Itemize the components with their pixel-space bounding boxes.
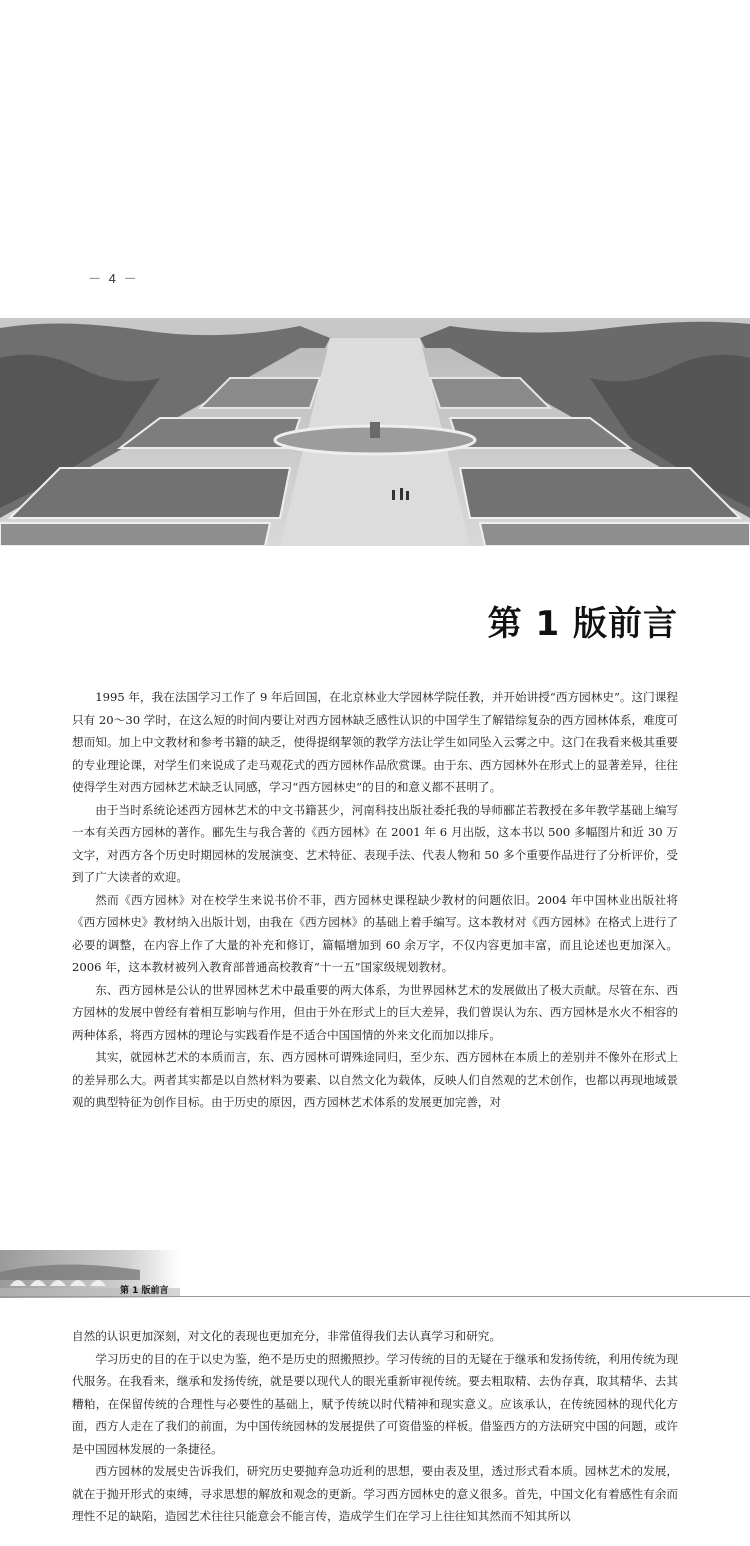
running-header — [0, 1250, 750, 1298]
paragraph: 学习历史的目的在于以史为鉴，绝不是历史的照搬照抄。学习传统的目的无疑在于继承和发扬传统，利用传统为现代服务。在我看来，继承和发扬传统，就是要以现代人的眼光重新审视传统。要去粗取精、去伪存真，取其精华、去其糟粕，在保留传统的合理性与必要性的基础上，赋予传统以时代精神和现实意义。应该承认，在传统园林的现代化方面，西方人走在了我们的前面，为中国传统园林的发展提供了可资借鉴的样板。借鉴西方的方法研究中国的问题，或许是中国园林发展的一条捷径。 — [72, 1351, 678, 1456]
paragraph: 由于当时系统论述西方园林艺术的中文书籍甚少，河南科技出版社委托我的导师郦芷若教授在多年教学基础上编写一本有关西方园林的著作。郦先生与我合著的《西方园林》在 2001 年 6 月出版，这本书以 500 多幅图片和近 30 万文字，对西方各个历史时期园林的发展演变、艺术特征、表现手法、代表人物和 50 多个重要作品进行了分析评价，受到了广大读者的欢迎。 — [72, 802, 678, 884]
body-text-upper — [72, 686, 678, 1114]
paragraph: 东、西方园林是公认的世界园林艺术中最重要的两大体系，为世界园林艺术的发展做出了极大贡献。尽管在东、西方园林的发展中曾经有着相互影响与作用，但由于外在形式上的巨大差异，我们曾误认为东、西方园林是水火不相容的两种体系，将西方园林的理论与实践看作是不适合中国国情的外来文化而加以排斥。 — [72, 982, 678, 1042]
paragraph: 西方园林的发展史告诉我们，研究历史要抛弃急功近利的思想，要由表及里，透过形式看本质。园林艺术的发展，就在于抛开形式的束缚，寻求思想的解放和观念的更新。学习西方园林史的意义很多。首先，中国文化有着感性有余而理性不足的缺陷，造园艺术往往只能意会不能言传，造成学生们在学习上往往知其然而不知其所以 — [72, 1464, 678, 1523]
paragraph: 然而《西方园林》对在校学生来说书价不菲，西方园林史课程缺少教材的问题依旧。2004 年中国林业出版社将《西方园林史》教材纳入出版计划，由我在《西方园林》的基础上着手编写。这本教材对《西方园林》在格式上进行了必要的调整，在内容上作了大量的补充和修订，篇幅增加到 60 余万字，不仅内容更加丰富，而且论述也更加深入。2006 年，这本教材被列入教育部普通高校教育“十一五”国家级规划教材。 — [72, 892, 678, 974]
chapter-title: 第 1 版前言 — [487, 604, 678, 644]
header-rule — [0, 1296, 750, 1297]
paragraph: 其实，就园林艺术的本质而言，东、西方园林可谓殊途同归，至少东、西方园林在本质上的差别并不像外在形式上的差异那么大。两者其实都是以自然材料为要素、以自然文化为载体，反映人们自然观的艺术创作，也都以再现地域景观的典型特征为创作目标。由于历史的原因，西方园林艺术体系的发展更加完善，对 — [72, 1050, 678, 1109]
running-header-label: 第 1 版前言 — [120, 1286, 169, 1296]
page-number: － 4 － — [88, 271, 139, 286]
garden-photo — [0, 318, 750, 546]
paragraph: 自然的认识更加深刻，对文化的表现也更加充分，非常值得我们去认真学习和研究。 — [72, 1329, 501, 1343]
paragraph: 1995 年，我在法国学习工作了 9 年后回国，在北京林业大学园林学院任教，并开始讲授“西方园林史”。这门课程只有 20～30 学时，在这么短的时间内要让对西方园林缺乏感性认识的中国学生了解错综复杂的西方园林体系，难度可想而知。加上中文教材和参考书籍的缺乏，使得提纲挈领的教学方法让学生如同坠入云雾之中。这门在我看来极其重要的专业理论课，对学生们来说成了走马观花式的西方园林作品欣赏课。由于东、西方园林外在形式上的显著差异，往往使得学生对西方园林艺术缺乏认同感，学习“西方园林史”的目的和意义都不甚明了。 — [72, 690, 678, 794]
body-text-lower — [72, 1325, 678, 1528]
